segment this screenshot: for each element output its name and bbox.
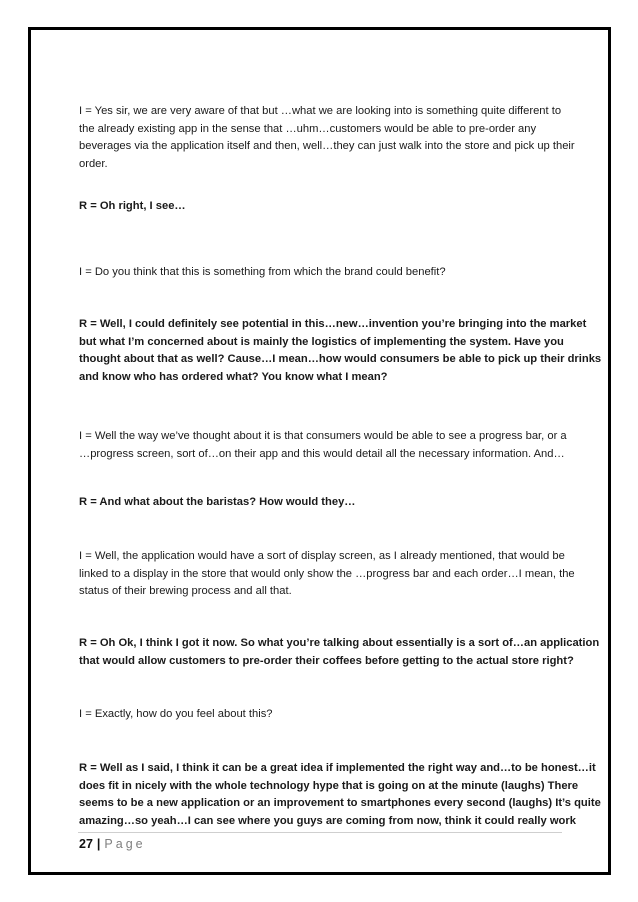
text-line: amazing…so yeah…I can see where you guys are coming from now, think it could really work — [79, 814, 576, 827]
respondent-paragraph — [79, 198, 569, 216]
text-line: linked to a display in the store that would only show the …progress bar and each order…I mean, the — [79, 567, 575, 580]
text-line: I = Do you think that this is something from which the brand could benefit? — [79, 266, 446, 278]
text-line: and know who has ordered what? You know what I mean? — [79, 370, 388, 383]
respondent-paragraph — [79, 635, 600, 670]
footer-rule — [78, 832, 562, 833]
text-line: R = And what about the baristas? How would they… — [79, 496, 356, 508]
text-line: I = Yes sir, we are very aware of that but …what we are looking into is something quite different to — [79, 105, 562, 117]
respondent-paragraph — [79, 760, 601, 830]
respondent-paragraph — [79, 316, 602, 386]
text-line: the already existing app in the sense that …uhm…customers would be able to pre-order any — [79, 122, 537, 135]
text-line: thought about that as well? Cause…I mean…how would consumers be able to pick up their drinks — [79, 353, 602, 365]
text-line: but what I’m concerned about is mainly the logistics of implementing the system. Have you — [79, 335, 564, 348]
text-line: R = Oh Ok, I think I got it now. So what you’re talking about essentially is a sort of…an application — [79, 637, 600, 649]
interviewer-paragraph — [79, 103, 575, 173]
interviewer-paragraph — [79, 706, 569, 724]
interviewer-paragraph — [79, 264, 569, 282]
text-line: R = Well, I could definitely see potential in this…new…invention you’re bringing into the market — [79, 318, 587, 330]
text-line: seems to be a new application or an improvement to smartphones every second (laughs) It’s quite — [79, 797, 601, 809]
respondent-paragraph — [79, 494, 569, 512]
interviewer-paragraph — [79, 428, 569, 463]
text-line: R = Well as I said, I think it can be a great idea if implemented the right way and…to be honest…it — [79, 762, 596, 774]
text-line: that would allow customers to pre-order their coffees before getting to the actual store right? — [79, 654, 574, 667]
text-line: …progress screen, sort of…on their app and this would detail all the necessary information. And… — [79, 447, 565, 460]
interviewer-paragraph — [79, 548, 575, 601]
text-line: I = Well the way we’ve thought about it is that consumers would be able to see a progress bar, or a — [79, 430, 567, 442]
text-line: I = Well, the application would have a sort of display screen, as I already mentioned, that would be — [79, 550, 565, 562]
text-line: does fit in nicely with the whole technology hype that is going on at the minute (laughs) There — [79, 779, 579, 792]
footer-separator: | — [96, 837, 101, 851]
text-line: R = Oh right, I see… — [79, 200, 186, 212]
page-label: Page — [104, 837, 146, 851]
page-footer — [79, 836, 146, 852]
text-line: I = Exactly, how do you feel about this? — [79, 708, 273, 720]
text-line: status of their brewing process and all that. — [79, 585, 292, 597]
page-number: 27 — [79, 837, 93, 851]
text-line: beverages via the application itself and then, well…they can just walk into the store and pick up their — [79, 140, 575, 152]
text-line: order. — [79, 157, 108, 170]
